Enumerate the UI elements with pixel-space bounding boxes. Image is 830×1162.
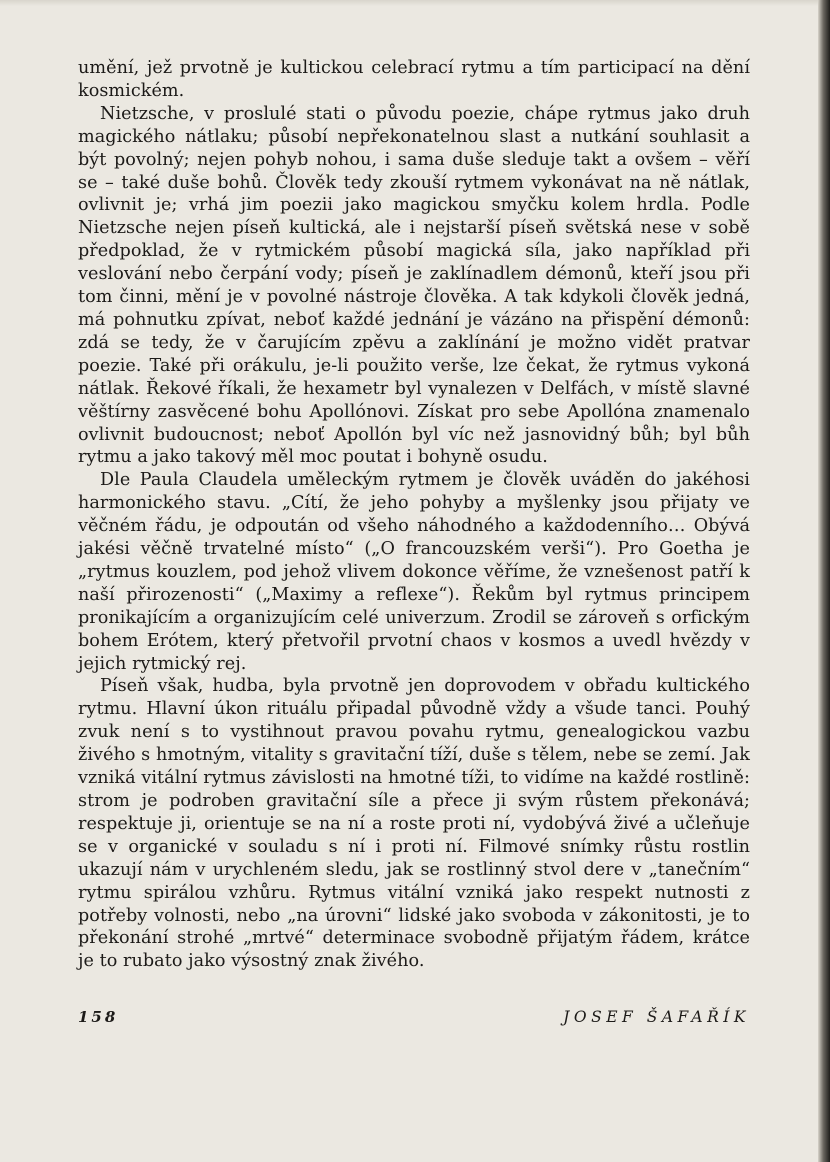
running-author: JOSEF ŠAFAŘÍK	[563, 1008, 750, 1026]
paragraph-rhythm-dance: Píseň však, hudba, byla prvotně jen doprovodem v obřadu kultického rytmu. Hlavní úkon rituálu připadal původně vždy a všude tanci. Pouhý zvuk není s to vystihnout pravou povahu rytmu, genealogickou vazbu živého s hmotným, vitality s gravitační tíží, duše s tělem, nebe se zemí. Jak vzniká vitální rytmus závislosti na hmotné tíži, to vidíme na každé rostlině: strom je podroben gravitační síle a přece ji svým růstem překonává; respektuje ji, orientuje se na ní a roste proti ní, vydobývá živé a učleňuje se v organické v souladu s ní i proti ní. Filmové snímky růstu rostlin ukazují nám v urychleném sledu, jak se rostlinný stvol dere v „tanečním“ rytmu spirálou vzhůru. Rytmus vitální vzniká jako respekt nutnosti z potřeby volnosti, nebo „na úrovni“ lidské jako svoboda v zákonitosti, je to překonání strohé „mrtvé“ determinace svobodně přijatým řádem, krátce je to rubato jako výsostný znak živého.	[78, 676, 750, 972]
body-text	[78, 57, 750, 973]
book-spine-edge	[818, 0, 830, 1162]
paragraph-claudel: Dle Paula Claudela uměleckým rytmem je člověk uváděn do jakéhosi harmonického stavu. „Cítí, že jeho pohyby a myšlenky jsou přijaty ve věčném řádu, je odpoután od všeho náhodného a každodenního… Obývá jakési věčně trvatelné místo“ („O francouzském verši“). Pro Goetha je „rytmus kouzlem, pod jehož vlivem dokonce věříme, že vznešenost patří k naší přirozenosti“ („Maximy a reflexe“). Řekům byl rytmus principem pronikajícím a organizujícím celé univerzum. Zrodil se zároveň s orfickým bohem Erótem, který přetvořil prvotní chaos v kosmos a uvedl hvězdy v jejich rytmický rej.	[78, 470, 750, 674]
page-top-shadow	[0, 0, 818, 6]
page-number: 158	[78, 1008, 119, 1026]
paragraph-nietzsche: Nietzsche, v proslulé stati o původu poezie, chápe rytmus jako druh magického nátlaku; působí nepřekonatelnou slast a nutkání souhlasit a být povolný; nejen pohyb nohou, i sama duše sleduje takt a ovšem – věří se – také duše bohů. Člověk tedy zkouší rytmem vykonávat na ně nátlak, ovlivnit je; vrhá jim poezii jako magickou smyčku kolem hrdla. Podle Nietzsche nejen píseň kultická, ale i nejstarší píseň světská nese v sobě předpoklad, že v rytmickém působí magická síla, jako například při veslování nebo čerpání vody; píseň je zaklínadlem démonů, kteří jsou při tom činni, mění je v povolné nástroje člověka. A tak kdykoli člověk jedná, má pohnutku zpívat, neboť každé jednání je vázáno na přispění démonů: zdá se tedy, že v čarujícím zpěvu a zaklínání je možno vidět pratvar poezie. Také při orákulu, je-li použito verše, lze čekat, že rytmus vykoná nátlak. Řekové říkali, že hexametr byl vynalezen v Delfách, v místě slavné věštírny zasvěcené bohu Apollónovi. Získat pro sebe Apollóna znamenalo ovlivnit budoucnost; neboť Apollón byl víc než jasnovidný bůh; byl bůh rytmu a jako takový měl moc poutat i bohyně osudu.	[78, 103, 750, 468]
paragraph-continuation: umění, jež prvotně je kultickou celebrací rytmu a tím participací na dění kosmickém.	[78, 58, 750, 101]
page-footer	[78, 1008, 750, 1032]
